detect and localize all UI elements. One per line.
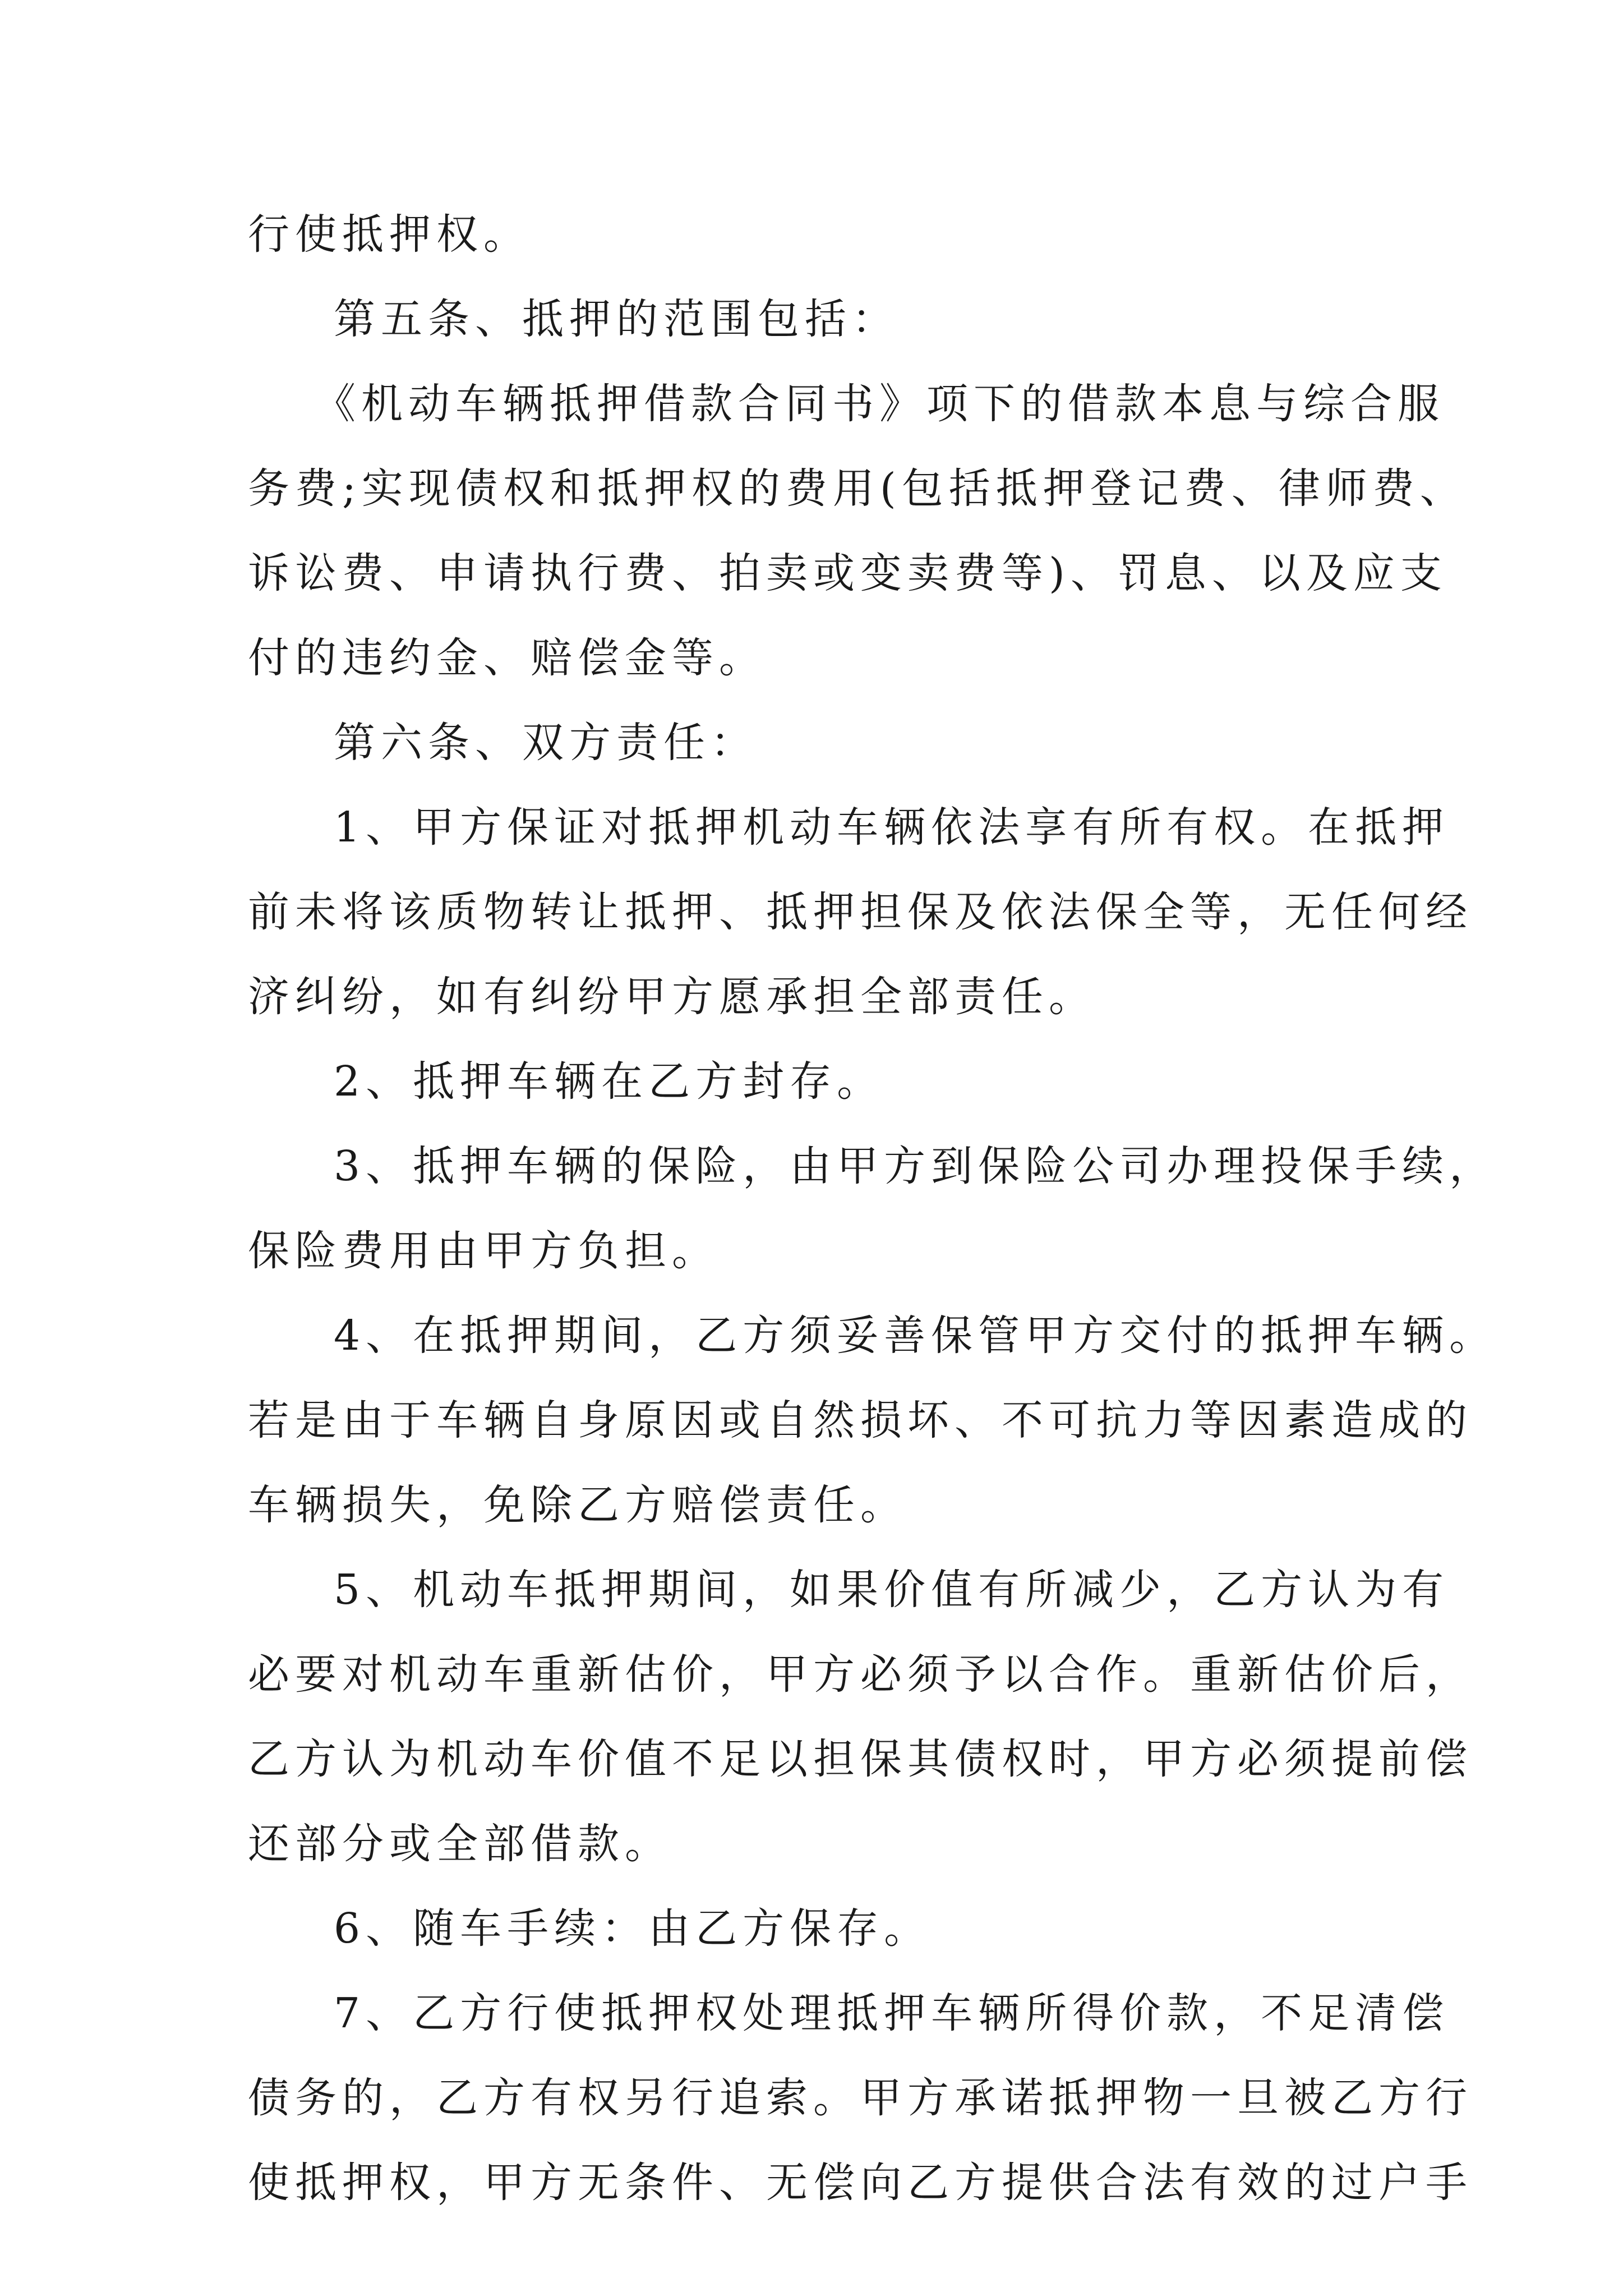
text-line: 车辆损失，免除乙方赔偿责任。 <box>248 1481 907 1529</box>
text-line: 必要对机动车重新估价，甲方必须予以合作。重新估价后， <box>248 1650 1473 1699</box>
text-line: 保险费用由甲方负担。 <box>248 1227 719 1275</box>
text-line: 5、机动车抵押期间，如果价值有所减少，乙方认为有 <box>334 1566 1450 1614</box>
text-line: 4、在抵押期间，乙方须妥善保管甲方交付的抵押车辆。 <box>334 1312 1497 1360</box>
text-line: 7、乙方行使抵押权处理抵押车辆所得价款，不足清偿 <box>334 1989 1450 2037</box>
article-heading: 第六条、双方责任： <box>334 719 758 767</box>
text-line: 付的违约金、赔偿金等。 <box>248 634 766 682</box>
text-line: 乙方认为机动车价值不足以担保其债权时，甲方必须提前偿 <box>248 1735 1473 1783</box>
text-line: 若是由于车辆自身原因或自然损坏、不可抗力等因素造成的 <box>248 1396 1473 1444</box>
text-line: 务费;实现债权和抵押权的费用(包括抵押登记费、律师费、 <box>248 464 1467 513</box>
text-line: 济纠纷，如有纠纷甲方愿承担全部责任。 <box>248 973 1096 1021</box>
text-line: 前未将该质物转让抵押、抵押担保及依法保全等，无任何经 <box>248 888 1473 936</box>
text-line: 3、抵押车辆的保险，由甲方到保险公司办理投保手续， <box>334 1142 1497 1190</box>
article-heading: 第五条、抵押的范围包括： <box>334 295 899 343</box>
text-line: 1、甲方保证对抵押机动车辆依法享有所有权。在抵押 <box>334 803 1450 852</box>
text-line: 使抵押权，甲方无条件、无偿向乙方提供合法有效的过户手 <box>248 2159 1473 2207</box>
text-line: 6、随车手续：由乙方保存。 <box>334 1904 932 1953</box>
text-line: 《机动车辆抵押借款合同书》项下的借款本息与综合服 <box>314 380 1445 428</box>
text-line: 行使抵押权。 <box>248 210 531 259</box>
text-line: 2、抵押车辆在乙方封存。 <box>334 1057 884 1106</box>
text-line: 诉讼费、申请执行费、拍卖或变卖费等)、罚息、以及应支 <box>248 549 1447 597</box>
text-line: 债务的，乙方有权另行追索。甲方承诺抵押物一旦被乙方行 <box>248 2074 1473 2122</box>
text-line: 还部分或全部借款。 <box>248 1820 672 1868</box>
